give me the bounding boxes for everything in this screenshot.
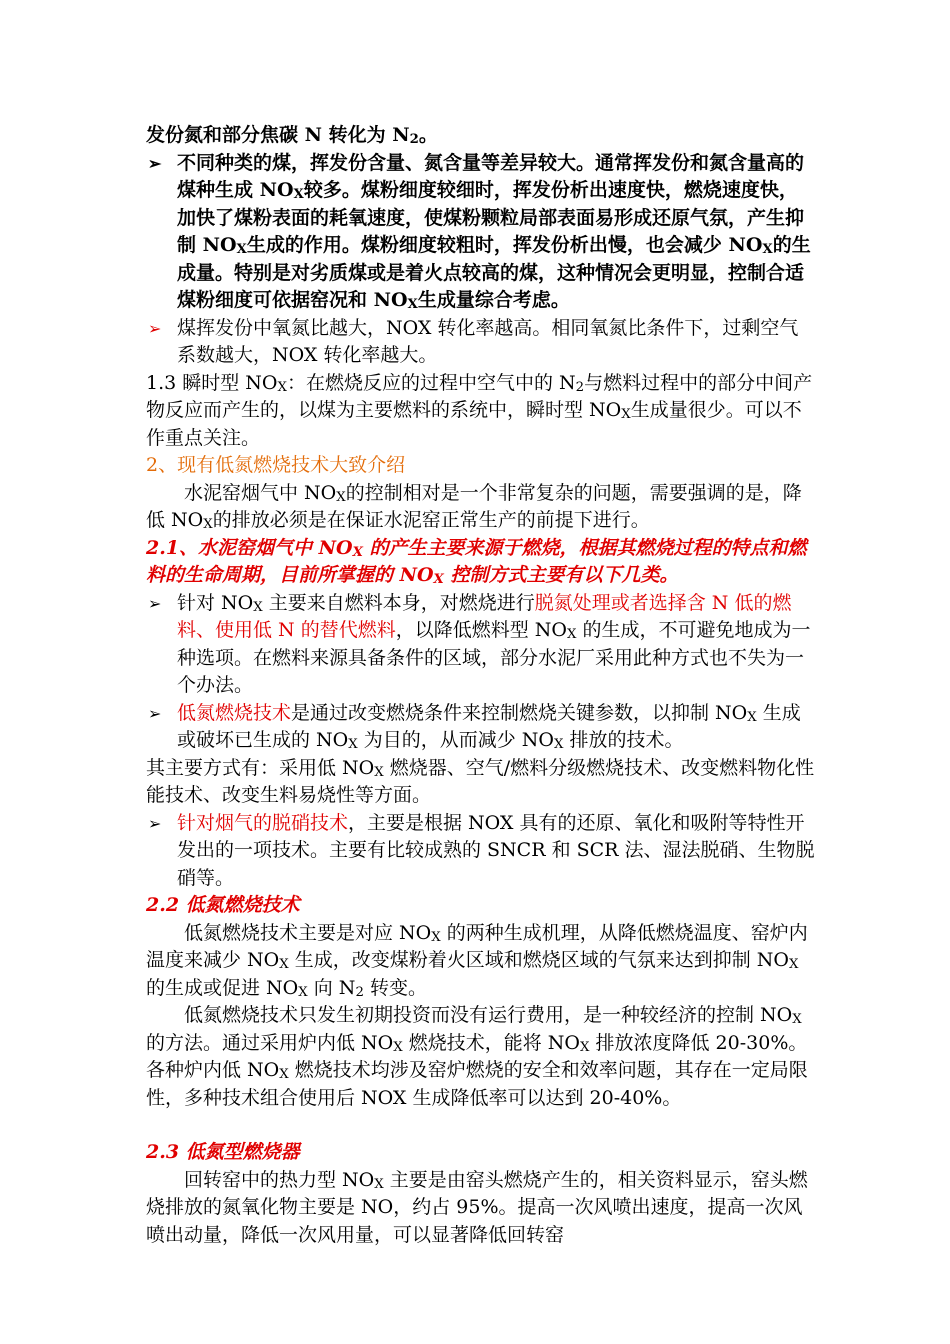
bullet-fuel-denitrogenation: ➢ 针对 NOX 主要来自燃料本身，对燃烧进行脱氮处理或者选择含 N 低的燃料、使用低 N 的替代燃料，以降低燃料型 NOX 的生成，不可避免地成为一种选项。在燃料来源具备条件的区域，部分水泥厂采用此种方式也不失为一个办法。 <box>148 591 811 696</box>
arrow-bullet-icon: ➢ <box>148 703 162 723</box>
arrow-bullet-icon: ➢ <box>148 318 162 338</box>
arrow-bullet-icon: ➢ <box>148 153 162 173</box>
section-2-2-heading: 2.2 低氮燃烧技术 <box>146 894 300 916</box>
section-2-paragraph: 水泥窑烟气中 NOX的控制相对是一个非常复杂的问题，需要强调的是，降低 NOX的排放必须是在保证水泥窑正常生产的前提下进行。 <box>146 481 802 532</box>
section-2-1-heading: 2.1、水泥窑烟气中 NOX 的产生主要来源于燃烧，根据其燃烧过程的特点和燃料的生命周期，目前所掌握的 NOX 控制方式主要有以下几类。 <box>146 536 807 587</box>
section-2-3-heading: 2.3 低氮型燃烧器 <box>146 1141 300 1163</box>
arrow-bullet-icon: ➢ <box>148 593 162 613</box>
instant-nox-paragraph: 1.3 瞬时型 NOX：在燃烧反应的过程中空气中的 N2与燃料过程中的部分中间产物反应而产生的，以煤为主要燃料的系统中，瞬时型 NOX生成量很少。可以不作重点关注。 <box>146 371 813 449</box>
intro-line: 发份氮和部分焦碳 N 转化为 N2。 <box>146 124 438 147</box>
section-2-3-paragraph: 回转窑中的热力型 NOX 主要是由窑头燃烧产生的，相关资料显示，窑头燃烧排放的氮氧化物主要是 NO，约占 95%。提高一次风喷出速度，提高一次风喷出动量，降低一次风用量，可以显著降低回转窑 <box>146 1168 808 1246</box>
arrow-bullet-icon: ➢ <box>148 813 162 833</box>
paragraph-gap <box>146 1112 816 1139</box>
bullet-oxygen-nitrogen-ratio: ➢ 煤挥发份中氧氮比越大，NOX 转化率越高。相同氧氮比条件下，过剩空气系数越大，NOX 转化率越大。 <box>148 316 799 366</box>
bullet-coal-types: ➢ 不同种类的煤，挥发份含量、氮含量等差异较大。通常挥发份和氮含量高的煤种生成 NOX较多。煤粉细度较细时，挥发份析出速度快，燃烧速度快，加快了煤粉表面的耗氧速度，使煤粉颗粒局部表面易形成还原气氛，产生抑制 NOX生成的作用。煤粉细度较粗时，挥发份析出慢，也会减少 NOX的生成量。特别是对劣质煤或是着火点较高的煤，这种情况会更明显，控制合适煤粉细度可依据窑况和 NOX生成量综合考虑。 <box>148 151 811 312</box>
document-body <box>146 122 816 1249</box>
main-methods-paragraph: 其主要方式有：采用低 NOX 燃烧器、空气/燃料分级燃烧技术、改变燃料物化性能技术、改变生料易烧性等方面。 <box>146 756 815 806</box>
section-2-2-paragraph-1: 低氮燃烧技术主要是对应 NOX 的两种生成机理，从降低燃烧温度、窑炉内温度来减少 NOX 生成，改变煤粉着火区域和燃烧区域的气氛来达到抑制 NOX 的生成或促进 NOX 向 N2 转变。 <box>146 921 808 1000</box>
section-2-heading: 2、现有低氮燃烧技术大致介绍 <box>146 454 406 476</box>
bullet-low-nox-combustion: ➢ 低氮燃烧技术是通过改变燃烧条件来控制燃烧关键参数，以抑制 NOX 生成或破坏已生成的 NOX 为目的，从而减少 NOX 排放的技术。 <box>148 701 801 752</box>
section-2-2-paragraph-2: 低氮燃烧技术只发生初期投资而没有运行费用，是一种较经济的控制 NOX 的方法。通过采用炉内低 NOX 燃烧技术，能将 NOX 排放浓度降低 20-30%。各种炉内低 NOX 燃烧技术均涉及窑炉燃烧的安全和效率问题，其存在一定局限性，多种技术组合使用后 NOX 生成降低率可以达到 20-40%。 <box>146 1004 808 1109</box>
bullet-flue-gas-denitration: ➢ 针对烟气的脱硝技术，主要是根据 NOX 具有的还原、氧化和吸附等特性开发出的一项技术。主要有比较成熟的 SNCR 和 SCR 法、湿法脱硝、生物脱硝等。 <box>148 811 815 889</box>
